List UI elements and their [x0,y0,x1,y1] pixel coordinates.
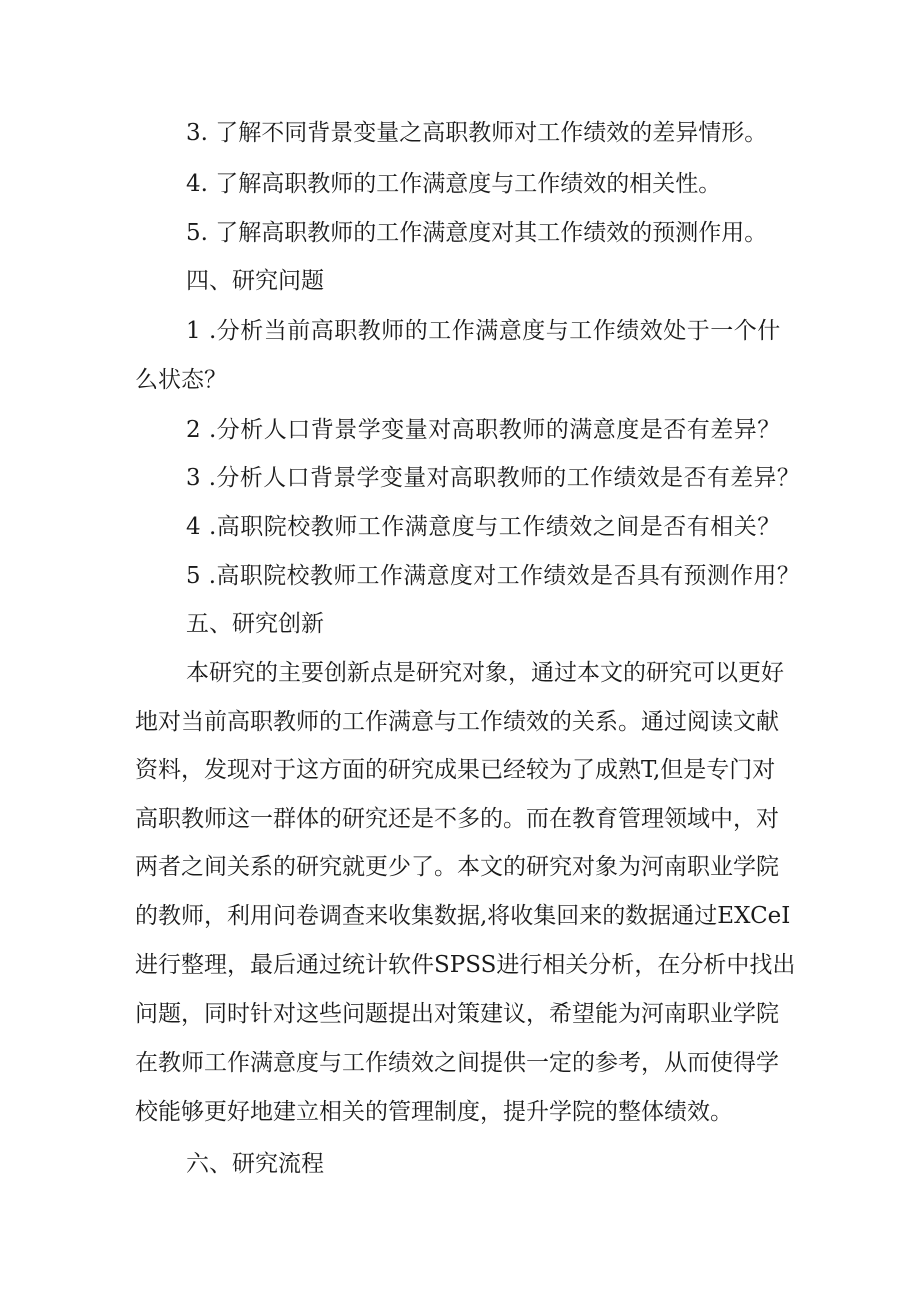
paragraph-line: 资料，发现对于这方面的研究成果已经较为了成熟T,但是专门对 [135,757,776,783]
section-5-heading: 五、研究创新 [186,611,324,637]
paragraph-line: 校能够更好地建立相关的管理制度，提升学院的整体绩效。 [135,1099,733,1125]
question-2: 2 .分析人口背景学变量对高职教师的满意度是否有差异？ [186,417,781,443]
question-3: 3 .分析人口背景学变量对高职教师的工作绩效是否有差异？ [186,465,801,491]
section-6-heading: 六、研究流程 [186,1151,324,1177]
paragraph-line: 高职教师这一群体的研究还是不多的。而在教育管理领域中，对 [135,806,779,832]
paragraph-line: 地对当前高职教师的工作满意与工作绩效的关系。通过阅读文献 [135,709,779,735]
question-5: 5 .高职院校教师工作满意度对工作绩效是否具有预测作用？ [186,563,801,589]
section-4-heading: 四、研究问题 [186,268,324,294]
objective-4: 4. 了解高职教师的工作满意度与工作绩效的相关性。 [186,171,722,197]
question-1-line-2: 么状态？ [135,367,227,393]
objective-5: 5. 了解高职教师的工作满意度对其工作绩效的预测作用。 [186,220,768,246]
question-4: 4 .高职院校教师工作满意度与工作绩效之间是否有相关？ [186,514,781,540]
paragraph-line: 的教师，利用问卷调查来收集数据,将收集回来的数据通过EXCeI [135,903,791,929]
paragraph-line: 本研究的主要创新点是研究对象，通过本文的研究可以更好 [186,660,784,686]
objective-3: 3. 了解不同背景变量之高职教师对工作绩效的差异情形。 [186,120,768,146]
paragraph-line: 问题，同时针对这些问题提出对策建议，希望能为河南职业学院 [135,1001,779,1027]
paragraph-line: 在教师工作满意度与工作绩效之间提供一定的参考，从而使得学 [135,1050,779,1076]
question-1-line-1: 1 .分析当前高职教师的工作满意度与工作绩效处于一个什 [186,318,781,344]
paragraph-line: 进行整理，最后通过统计软件SPSS进行相关分析，在分析中找出 [135,952,796,978]
paragraph-line: 两者之间关系的研究就更少了。本文的研究对象为河南职业学院 [135,854,779,880]
